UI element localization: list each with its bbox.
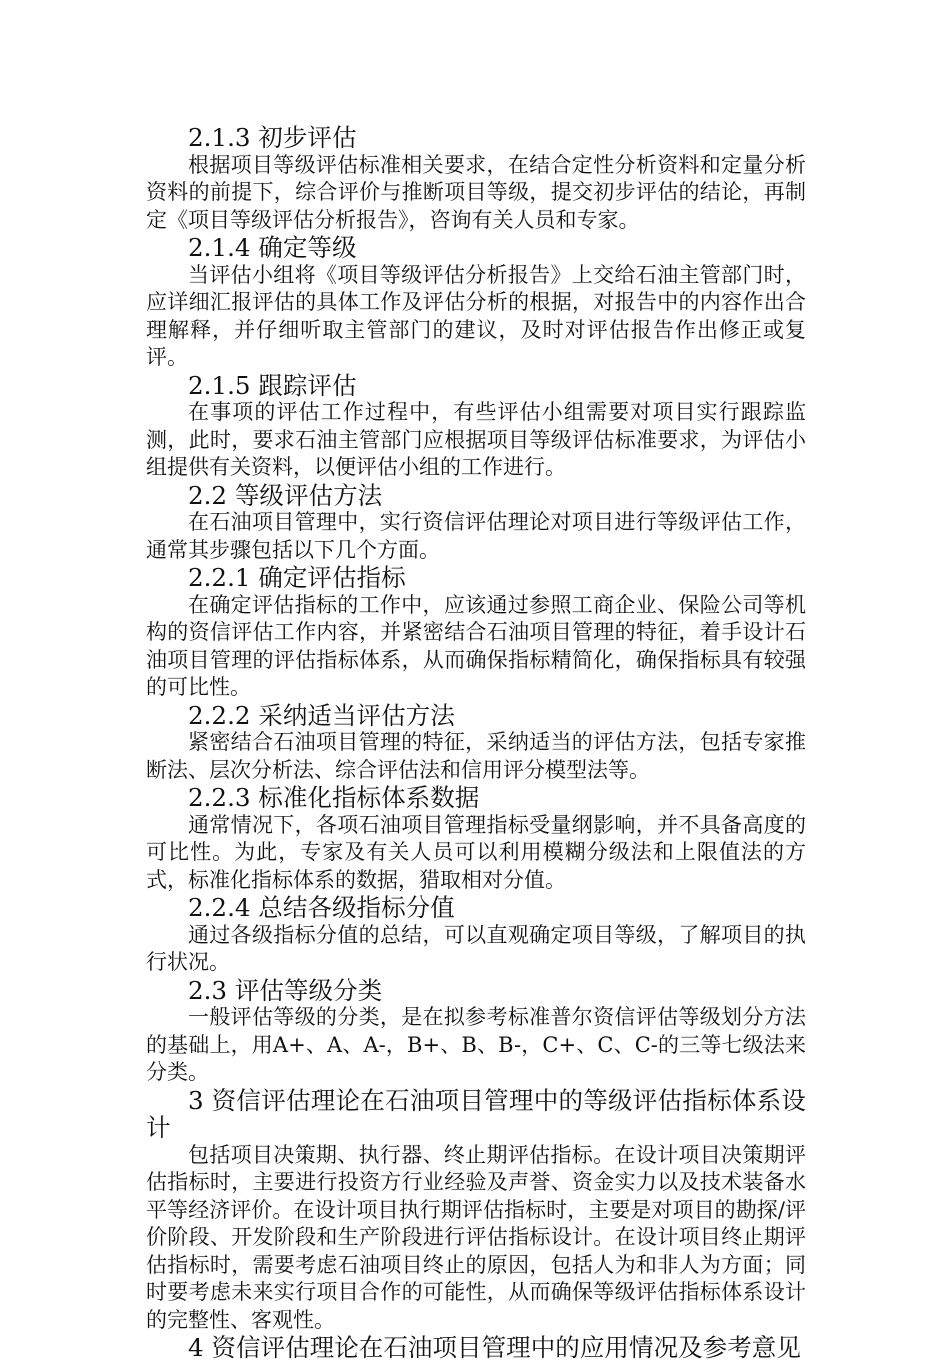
section-heading-2-1-3: 2.1.3 初步评估: [188, 123, 357, 152]
section-heading-3: 3 资信评估理论在石油项目管理中的等级评估指标体系设计: [146, 1085, 806, 1142]
paragraph-tracking-evaluation: 在事项的评估工作过程中，有些评估小组需要对项目实行跟踪监测，此时，要求石油主管部门应根据项目等级评估标准要求，为评估小组提供有关资料，以便评估小组的工作进行。: [146, 400, 806, 479]
paragraph-grade-classification: 一般评估等级的分类，是在拟参考标准普尔资信评估等级划分方法的基础上，用A+、A、A-，B+、B、B-，C+、C、C-的三等七级法来分类。: [146, 1005, 806, 1084]
paragraph-summarize-scores: 通过各级指标分值的总结，可以直观确定项目等级，了解项目的执行状况。: [146, 922, 806, 974]
paragraph-adopt-methods: 紧密结合石油项目管理的特征，采纳适当的评估方法，包括专家推断法、层次分析法、综合评估法和信用评分模型法等。: [146, 730, 806, 782]
section-heading-2-2-4: 2.2.4 总结各级指标分值: [188, 893, 455, 922]
section-heading-2-2-2: 2.2.2 采纳适当评估方法: [188, 700, 455, 730]
paragraph-preliminary-evaluation: 根据项目等级评估标准相关要求，在结合定性分析资料和定量分析资料的前提下，综合评价与推断项目等级，提交初步评估的结论，再制定《项目等级评估分析报告》，咨询有关人员和专家。: [146, 152, 806, 232]
section-heading-2-3: 2.3 评估等级分类: [188, 975, 383, 1005]
document-page: [146, 124, 806, 1362]
section-heading-2-2-3: 2.2.3 标准化指标体系数据: [188, 783, 480, 812]
section-heading-2-2: 2.2 等级评估方法: [188, 480, 383, 510]
section-heading-2-2-1: 2.2.1 确定评估指标: [188, 563, 406, 592]
section-heading-4: 4 资信评估理论在石油项目管理中的应用情况及参考意见: [188, 1333, 801, 1362]
paragraph-determine-grade: 当评估小组将《项目等级评估分析报告》上交给石油主管部门时，应详细汇报评估的具体工作及评估分析的根据，对报告中的内容作出合理解释，并仔细听取主管部门的建议，及时对评估报告作出修正或复评。: [146, 262, 806, 369]
section-heading-2-1-5: 2.1.5 跟踪评估: [188, 370, 357, 400]
paragraph-standardize-data: 通常情况下，各项石油项目管理指标受量纲影响，并不具备高度的可比性。为此，专家及有关人员可以利用模糊分级法和上限值法的方式，标准化指标体系的数据，猎取相对分值。: [146, 812, 806, 892]
section-heading-2-1-4: 2.1.4 确定等级: [188, 233, 357, 262]
paragraph-indicator-system-design: 包括项目决策期、执行器、终止期评估指标。在设计项目决策期评估指标时，主要进行投资方行业经验及声誉、资金实力以及技术装备水平等经济评价。在设计项目执行期评估指标时，主要是对项目的勘探/评价阶段、开发阶段和生产阶段进行评估指标设计。在设计项目终止期评估指标时，需要考虑石油项目终止的原因，包括人为和非人为方面；同时要考虑未来实行项目合作的可能性，从而确保等级评估指标体系设计的完整性、客观性。: [146, 1142, 806, 1332]
paragraph-grading-methods: 在石油项目管理中，实行资信评估理论对项目进行等级评估工作，通常其步骤包括以下几个方面。: [146, 510, 806, 562]
paragraph-determine-indicators: 在确定评估指标的工作中，应该通过参照工商企业、保险公司等机构的资信评估工作内容，并紧密结合石油项目管理的特征，着手设计石油项目管理的评估指标体系，从而确保指标精简化，确保指标具有较强的可比性。: [146, 592, 806, 699]
